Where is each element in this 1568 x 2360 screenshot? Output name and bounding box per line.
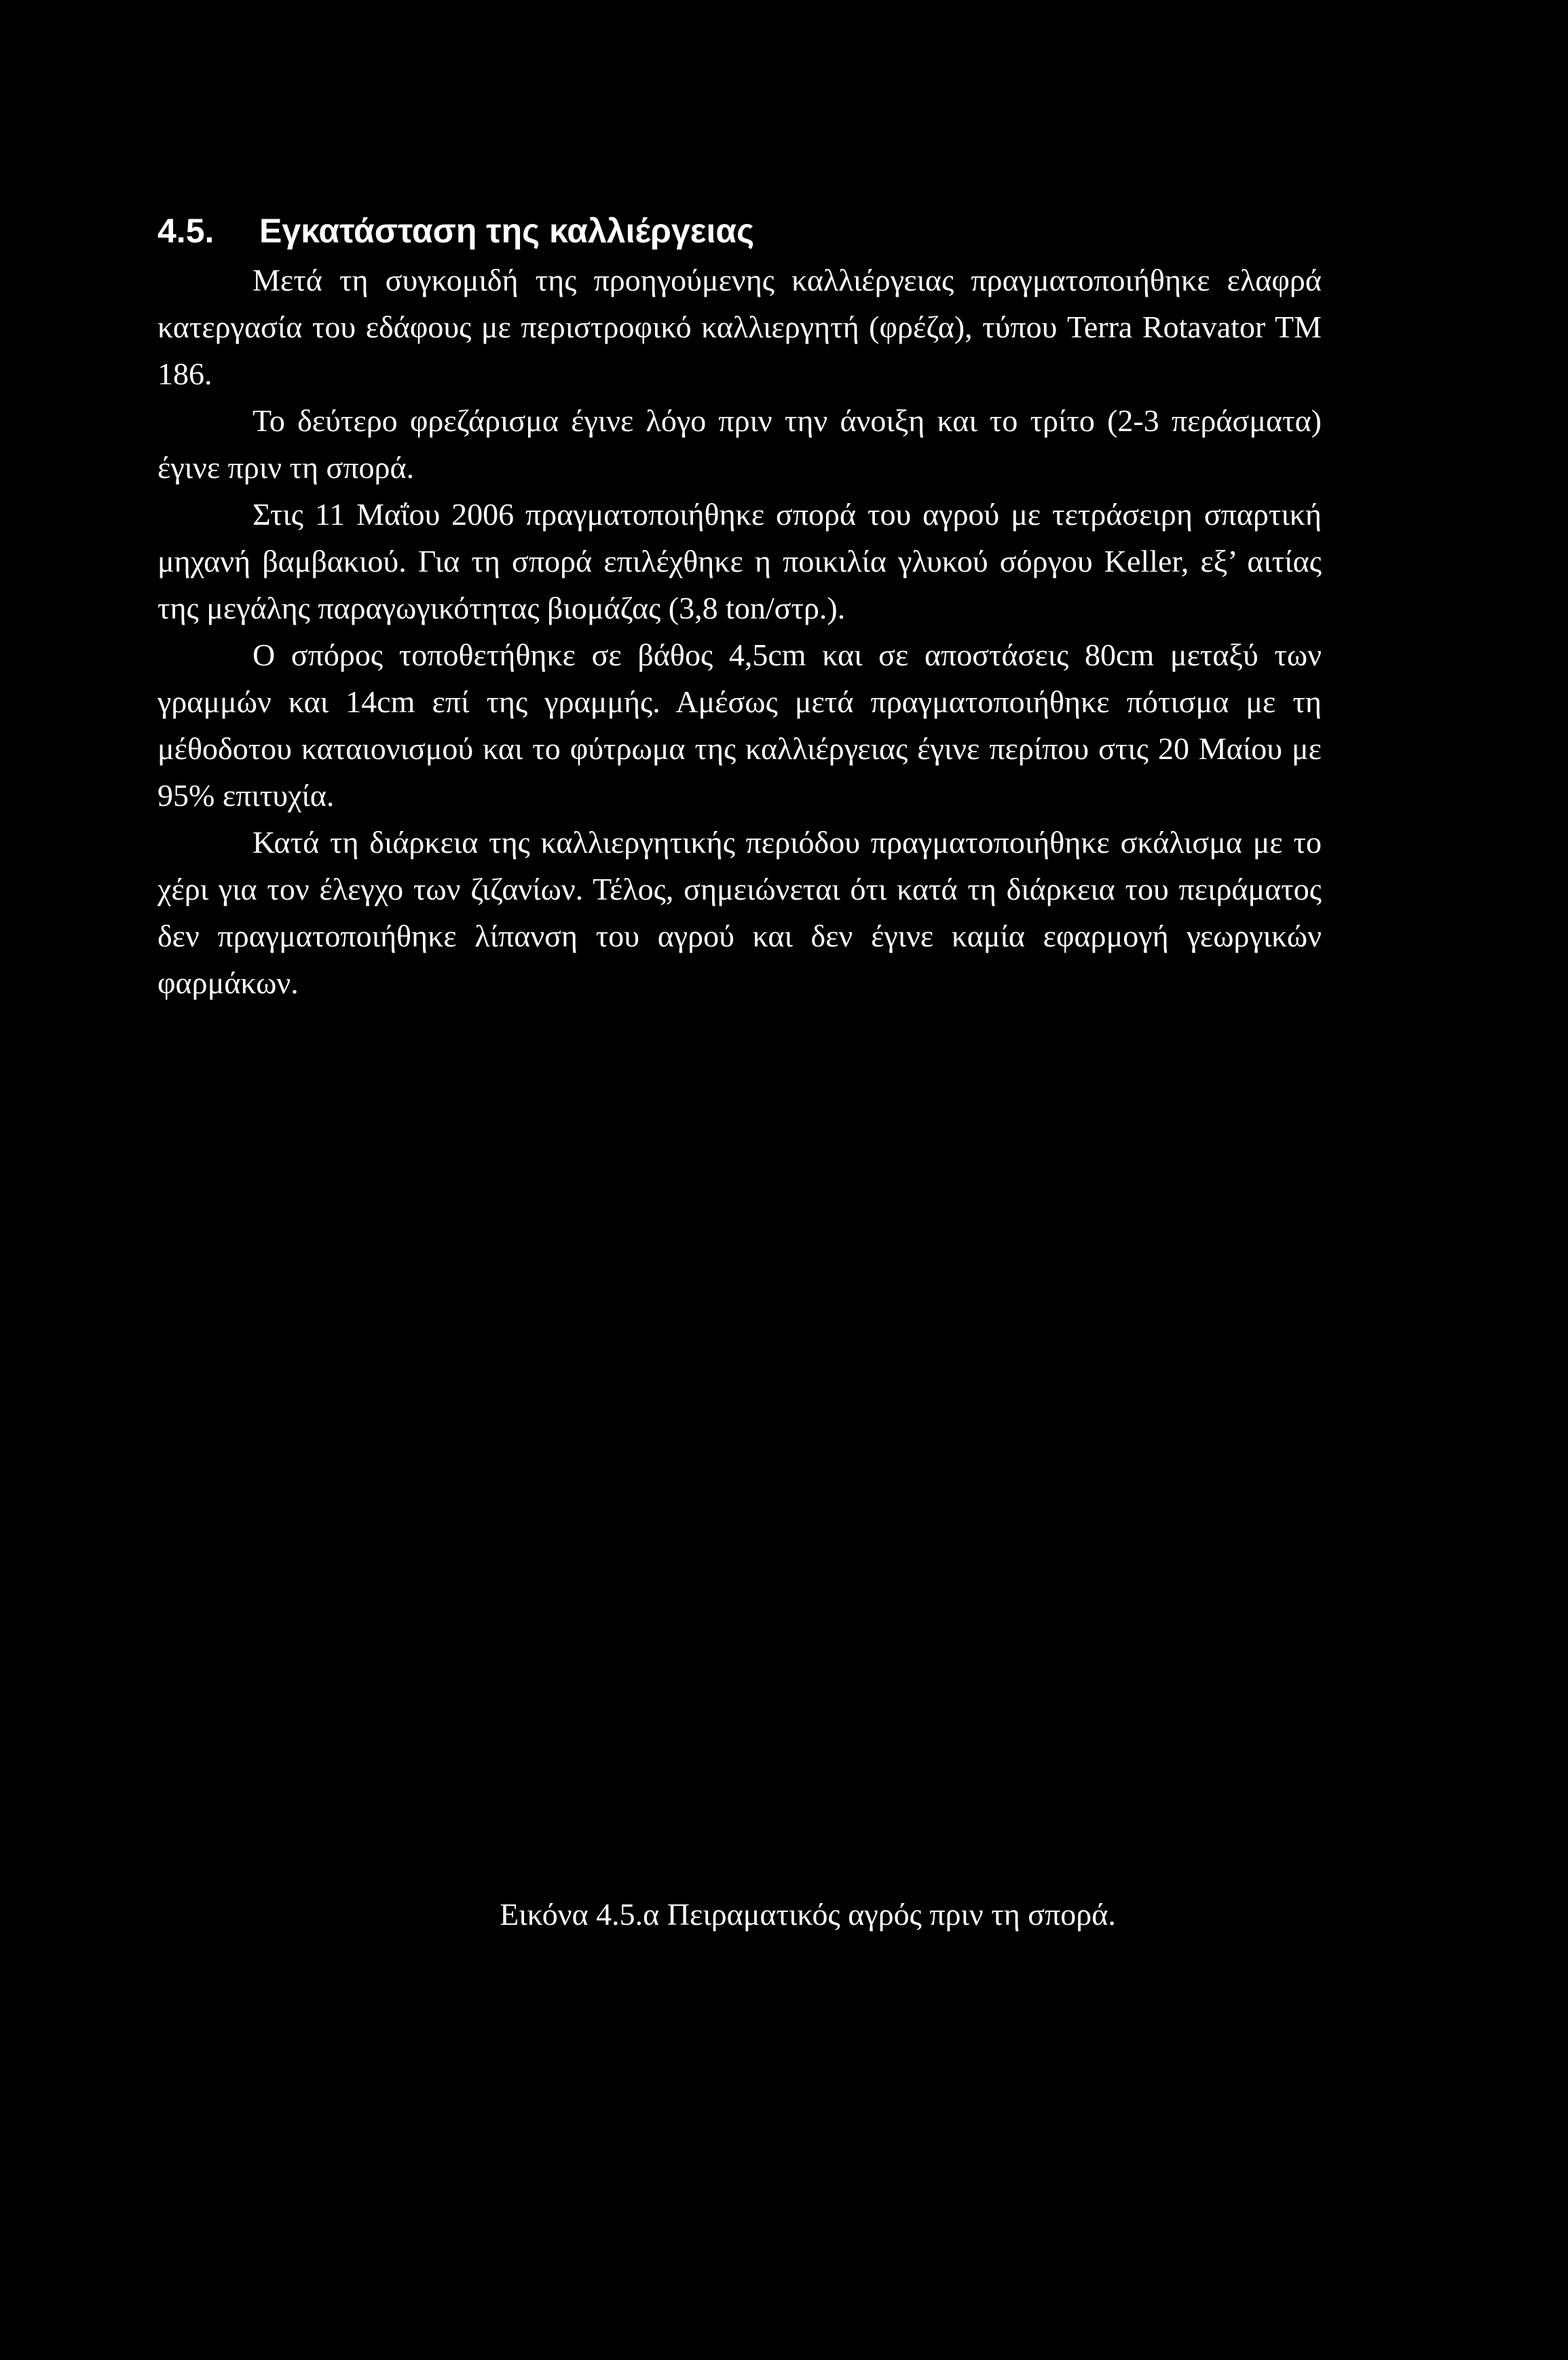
figure-caption-text: Εικόνα 4.5.α Πειραματικός αγρός πριν τη σπορά. bbox=[500, 1897, 1116, 1932]
paragraph-second-milling: Το δεύτερο φρεζάρισμα έγινε λόγο πριν την άνοιξη και το τρίτο (2-3 περάσματα) έγινε πριν τη σπορά. bbox=[157, 403, 1322, 485]
paragraph-weed-control: Κατά τη διάρκεια της καλλιεργητικής περιόδου πραγματοποιήθηκε σκάλισμα με το χέρι για τον έλεγχο των ζιζανίων. Τέλος, σημειώνεται ότι κατά τη διάρκεια του πειράματος δεν πραγματοποιήθηκε λίπανση του αγρού και δεν έγινε καμία εφαρμογή γεωργικών φαρμάκων. bbox=[157, 825, 1322, 1000]
section-heading bbox=[157, 204, 754, 258]
paragraph-tillage: Μετά τη συγκομιδή της προηγούμενης καλλιέργειας πραγματοποιήθηκε ελαφρά κατεργασία του εδάφους με περιστροφικό καλλιεργητή (φρέζα), τύπου Terra Rotavator TM 186. bbox=[157, 263, 1322, 391]
body-text bbox=[157, 257, 1322, 1006]
section-title: Εγκατάσταση της καλλιέργειας bbox=[259, 212, 755, 250]
paragraph-sowing: Στις 11 Μαΐου 2006 πραγματοποιήθηκε σπορά του αγρού με τετράσειρη σπαρτική μηχανή βαμβακιού. Για τη σπορά επιλέχθηκε η ποικιλία γλυκού σόργου Keller, εξ’ αιτίας της μεγάλης παραγωγικότητας βιομάζας (3,8 ton/στρ.). bbox=[157, 497, 1322, 625]
figure-caption bbox=[0, 1894, 1568, 1935]
paragraph-seed-placement: Ο σπόρος τοποθετήθηκε σε βάθος 4,5cm και σε αποστάσεις 80cm μεταξύ των γραμμών και 14cm επί της γραμμής. Αμέσως μετά πραγματοποιήθηκε πότισμα με τη μέθοδοτου καταιονισμού και το φύτρωμα της καλλιέργειας έγινε περίπου στις 20 Μαίου με 95% επιτυχία. bbox=[157, 638, 1322, 813]
figure-image bbox=[157, 1059, 1322, 1867]
section-number: 4.5. bbox=[157, 212, 214, 250]
